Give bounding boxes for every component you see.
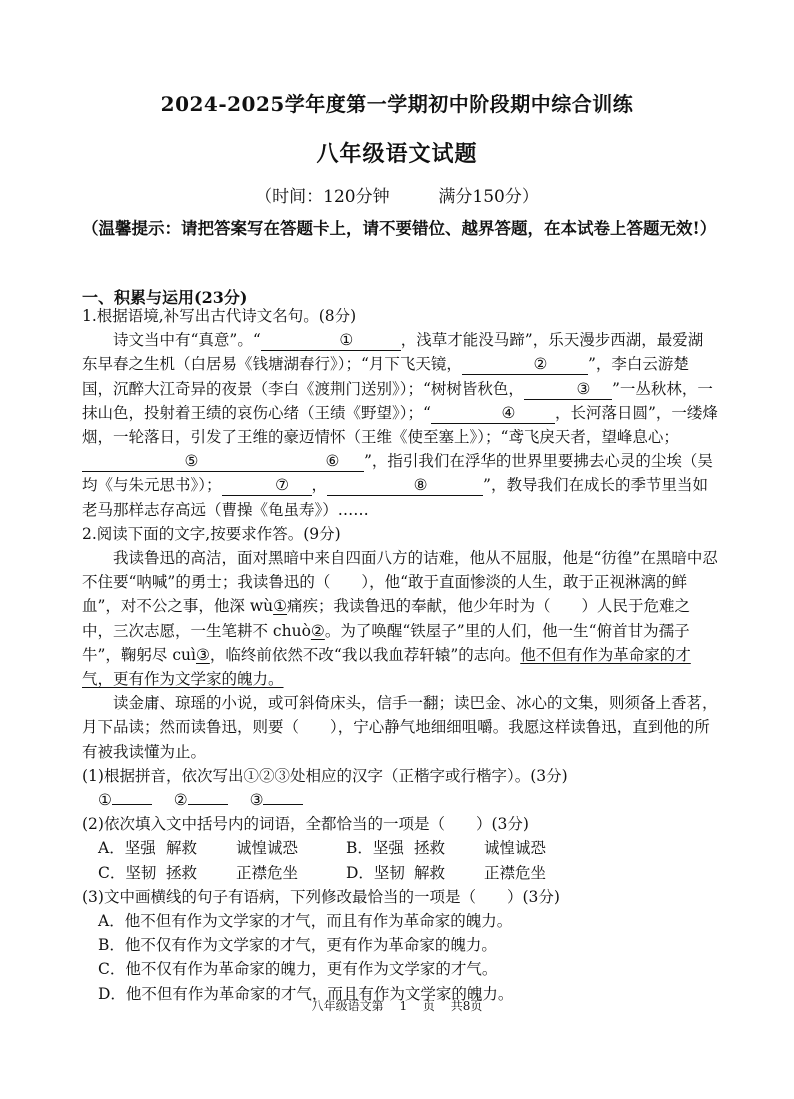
q2-mark-2: ②	[310, 621, 325, 640]
q2-sub3-option-b: B．他不仅有作为文学家的才气，更有作为革命家的魄力。	[98, 936, 497, 955]
option-a-1: A．坚强	[98, 839, 156, 858]
q1-blank-1: ①	[261, 331, 401, 351]
q1-blank-7: ⑦	[222, 476, 312, 496]
q1-passage: 诗文当中有“真意”。“ ① ，浅草才能没马蹄”，乐天漫步西湖，最爱湖东早春之生机（白居易《钱塘湖春行》）；“月下飞天镜， ② ”，李白云游楚国，沉醉大江奇异的夜景（李白《渡荆门送别》）；“树树皆秋色， ③ ”一丛秋林，一抹山色，投射着王绩的哀伤心绪（王绩《野望》）；“ ④ ，长河落日圆”，一缕烽烟，一轮落日，引发了王维的豪迈情怀（王维《使至塞上》）；“鸢飞戾天者，望峰息心；⑤ ⑥ ”，指引我们在浮华的世界里要拂去心灵的尘埃（吴均《与朱元思书》）； ⑦ ， ⑧ ”，教导我们在成长的季节里当如老马那样志存高远（曹操《龟虽寿》）……	[82, 331, 718, 519]
footer-page-unit: 页	[422, 999, 435, 1013]
exam-time-score	[0, 182, 794, 207]
section-heading: 一、积累与运用(23分)	[82, 288, 248, 307]
q2-passage-2: 读金庸、琼瑶的小说，或可斜倚床头，信手一翻；读巴金、冰心的文集，则须备上香茗，月下品读；然而读鲁迅，则要（ ），宁心静气地细细咀嚼。我愿这样读鲁迅，直到他的所有被我读懂为止。	[82, 694, 718, 761]
q2-sub2-options-ab	[82, 836, 718, 860]
option-a-2: 解救	[166, 839, 198, 858]
q2-underlined-sentence: 他不但有作为革命家的才气，更有作为文学家的魄力。	[82, 645, 691, 689]
q1-blank-2: ②	[462, 355, 588, 375]
q2-sub2-stem: (2)依次填入文中括号内的词语，全都恰当的一项是（ ）(3分)	[82, 815, 529, 834]
q1-stem: 1.根据语境,补写出古代诗文名句。(8分)	[82, 307, 357, 325]
option-d-3: 正襟危坐	[484, 863, 547, 882]
q2-sub1-stem: (1)根据拼音，依次写出①②③处相应的汉字（正楷字或行楷字）。(3分)	[82, 766, 568, 785]
exam-subtitle: 八年级语文试题	[316, 141, 478, 167]
option-d-1: D．坚韧	[346, 863, 405, 882]
footer-total: 共8页	[450, 999, 483, 1013]
exam-time: （时间：120分钟	[255, 187, 390, 207]
q2-mark-3: ③	[195, 645, 210, 664]
option-b-2: 拯救	[414, 839, 446, 858]
exam-title: 2024-2025学年度第一学期初中阶段期中综合训练	[160, 92, 634, 116]
page-footer	[0, 997, 794, 1014]
q1-blank-8: ⑧	[327, 476, 483, 496]
exam-score: 满分150分）	[438, 187, 539, 207]
option-d-2: 解救	[414, 863, 446, 882]
option-c-1: C．坚韧	[98, 863, 157, 882]
exam-tip: （温馨提示：请把答案写在答题卡上，请不要错位、越界答题，在本试卷上答题无效!）	[82, 219, 717, 238]
q2-sub3-stem: (3)文中画横线的句子有语病，下列修改最恰当的一项是（ ）(3分)	[82, 887, 560, 906]
footer-page-number: 1	[399, 999, 408, 1013]
option-c-3: 正襟危坐	[236, 863, 299, 882]
option-c-2: 拯救	[166, 863, 198, 882]
q2-sub3-option-d: D．他不但有作为革命家的才气，而且有作为文学家的魄力。	[98, 984, 514, 1003]
q1-blank-3: ③	[524, 380, 612, 400]
q2-stem: 2.阅读下面的文字,按要求作答。(9分)	[82, 524, 341, 543]
q2-mark-1: ①	[273, 597, 288, 616]
q1-blank-5: ⑤	[82, 452, 270, 472]
q2-sub1-blank-2	[188, 788, 228, 805]
option-b-3: 诚惶诚恐	[484, 839, 547, 858]
q2-sub2-options-cd	[82, 861, 718, 885]
q2-sub3-option-a: A．他不但有作为文学家的才气，而且有作为革命家的魄力。	[98, 912, 513, 931]
option-a-3: 诚惶诚恐	[236, 839, 299, 858]
q1-blank-6: ⑥	[270, 452, 364, 472]
footer-label: 八年级语文第	[311, 999, 384, 1013]
q2-passage-1: 我读鲁迅的高洁，面对黑暗中来自四面八方的诘难，他从不屈服，他是“彷徨”在黑暗中忍不住要“呐喊”的勇士；我读鲁迅的（ ），他“敢于直面惨淡的人生，敢于正视淋漓的鲜血”，对不公之事，他深 wù①痛疾；我读鲁迅的奉献，他少年时为（ ）人民于危难之中，三次志愿，一生笔耕不 chuò②。为了唤醒“铁屋子”里的人们，他一生“俯首甘为孺子牛”，鞠躬尽 cuì③，临终前依然不改“我以我血荐轩辕”的志向。他不但有作为革命家的才气，更有作为文学家的魄力。	[82, 549, 718, 689]
q2-sub1-blank-1	[112, 788, 152, 805]
q1-blank-4: ④	[431, 404, 555, 424]
q2-sub1-blanks: ① ② ③	[82, 788, 718, 812]
q2-sub3-option-c: C．他不仅有作为革命家的魄力，更有作为文学家的才气。	[98, 960, 498, 979]
option-b-1: B．坚强	[346, 839, 404, 858]
q2-sub1-blank-3	[263, 788, 303, 805]
questions-body	[82, 304, 718, 1006]
